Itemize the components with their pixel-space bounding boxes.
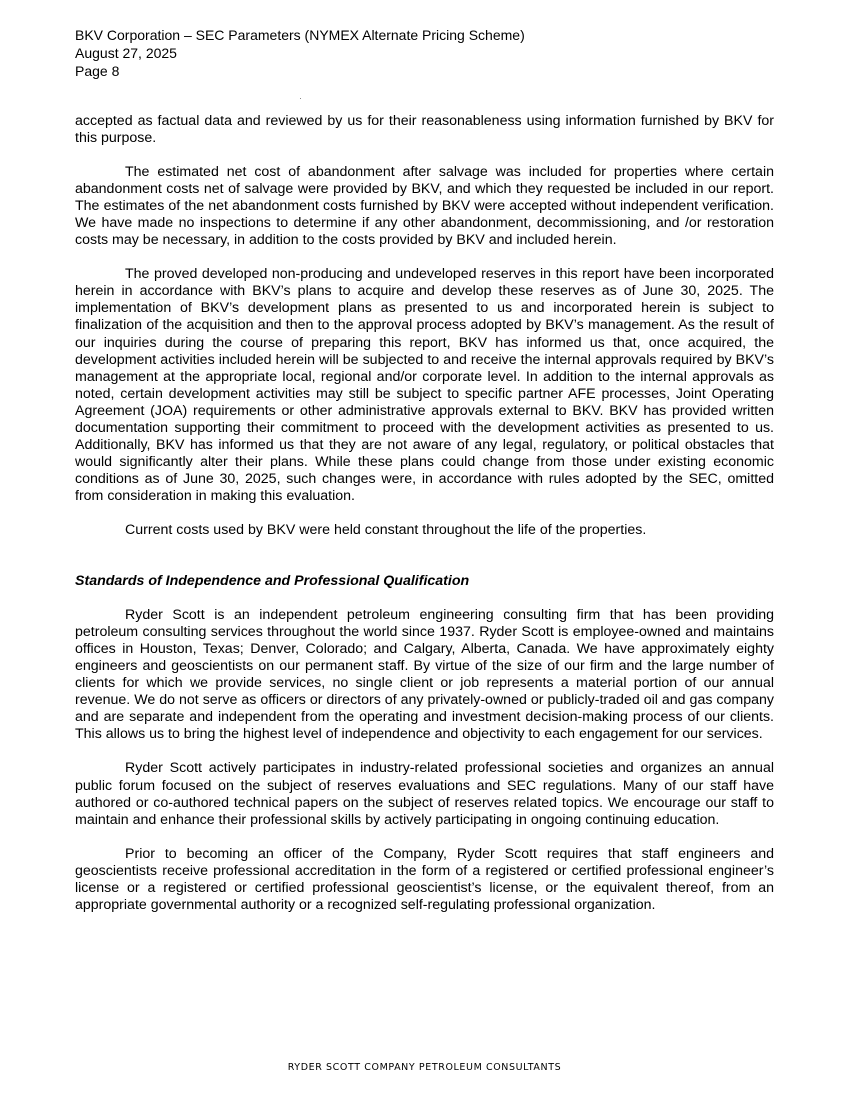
page-footer: RYDER SCOTT COMPANY PETROLEUM CONSULTANTS [287, 1062, 562, 1073]
header-date: August 27, 2025 [75, 45, 177, 61]
paragraph-accreditation: Prior to becoming an officer of the Company, Ryder Scott requires that staff engineers and geoscientists receive professional accreditation in the form of a registered or certified professional engineer’s license or a registered or certified professional geoscientist’s license, or the equivalent thereof, from an appropriate governmental authority or a recognized self-regulating professional organization. [75, 845, 774, 913]
header-title: BKV Corporation – SEC Parameters (NYMEX Alternate Pricing Scheme) [75, 27, 525, 43]
paragraph-independence: Ryder Scott is an independent petroleum engineering consulting firm that has been providing petroleum consulting services throughout the world since 1937. Ryder Scott is employee-owned and maintains offices in Houston, Texas; Denver, Colorado; and Calgary, Alberta, Canada. We have approximately eighty engineers and geoscientists on our permanent staff. By virtue of the size of our firm and the large number of clients for which we provide services, no single client or job represents a material portion of our annual revenue. We do not serve as officers or directors of any privately-owned or publicly-traded oil and gas company and are separate and independent from the operating and investment decision-making process of our clients. This allows us to bring the highest level of independence and objectivity to each engagement for our services. [75, 607, 774, 743]
document-body [75, 113, 774, 931]
paragraph-continuation: accepted as factual data and reviewed by us for their reasonableness using information furnished by BKV for this purpose. [75, 113, 774, 147]
header-page-number: Page 8 [75, 63, 120, 79]
paragraph-professional-societies: Ryder Scott actively participates in industry-related professional societies and organizes an annual public forum focused on the subject of reserves evaluations and SEC regulations. Many of our staff have authored or co-authored technical papers on the subject of reserves related topics. We encourage our staff to maintain and enhance their professional skills by actively participating in ongoing continuing education. [75, 760, 774, 828]
stray-dot [300, 98, 301, 99]
paragraph-development-plans: The proved developed non-producing and undeveloped reserves in this report have been incorporated herein in accordance with BKV’s plans to acquire and develop these reserves as of June 30, 2025. The implementation of BKV’s development plans as presented to us and incorporated herein is subject to finalization of the acquisition and then to the approval process adopted by BKV’s management. As the result of our inquiries during the course of preparing this report, BKV has informed us that, once acquired, the development activities included herein will be subjected to and receive the internal approvals required by BKV’s management at the appropriate local, regional and/or corporate level. In addition to the internal approvals as noted, certain development activities may still be subject to specific partner AFE processes, Joint Operating Agreement (JOA) requirements or other administrative approvals external to BKV. BKV has provided written documentation supporting their commitment to proceed with the development activities as presented to us. Additionally, BKV has informed us that they are not aware of any legal, regulatory, or political obstacles that would significantly alter their plans. While these plans could change from those under existing economic conditions as of June 30, 2025, such changes were, in accordance with rules adopted by the SEC, omitted from consideration in making this evaluation. [75, 266, 774, 504]
paragraph-current-costs: Current costs used by BKV were held constant throughout the life of the properties. [125, 521, 647, 538]
paragraph-abandonment: The estimated net cost of abandonment after salvage was included for properties where certain abandonment costs net of salvage were provided by BKV, and which they requested be included in our report. The estimates of the net abandonment costs furnished by BKV were accepted without independent verification. We have made no inspections to determine if any other abandonment, decommissioning, and /or restoration costs may be necessary, in addition to the costs provided by BKV and included herein. [75, 164, 774, 249]
page-header [75, 26, 525, 80]
section-heading: Standards of Independence and Professional Qualification [75, 573, 470, 590]
